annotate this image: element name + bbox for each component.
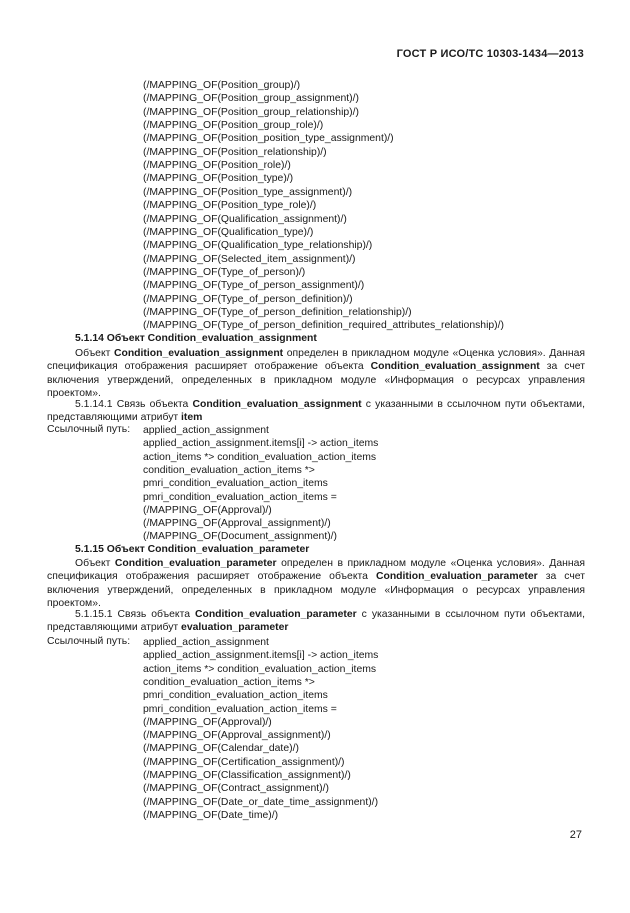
mapping-line: (/MAPPING_OF(Position_type_role)/) [143,200,317,212]
mapping-line: (/MAPPING_OF(Type_of_person_assignment)/) [143,280,365,292]
mapping-line: (/MAPPING_OF(Qualification_type)/) [143,226,314,238]
mapping-line: applied_action_assignment.items[i] -> action_items [143,650,379,662]
mapping-line: (/MAPPING_OF(Qualification_type_relationship)/) [143,240,373,252]
paragraph-5-1-15-description: Объект Condition_evaluation_parameter определен в прикладном модуле «Оценка условия». Данная спецификация отображения расширяет отображение объекта Condition_evaluation_parameter за счет включения утверждений, определенных в прикладном модуле «Информация о ресурсах управления проектом». [47,558,585,609]
paragraph-5-1-14-1: 5.1.14.1 Связь объекта Condition_evaluation_assignment с указанными в ссылочном пути объектами, представляющими атрибут item [47,399,585,424]
mapping-line: (/MAPPING_OF(Position_group_assignment)/) [143,93,359,105]
section-heading-5-1-14: 5.1.14 Объект Condition_evaluation_assignment [75,333,317,344]
mapping-line: pmri_condition_evaluation_action_items [143,690,328,702]
mapping-line: (/MAPPING_OF(Contract_assignment)/) [143,783,329,795]
paragraph-5-1-14-description: Объект Condition_evaluation_assignment определен в прикладном модуле «Оценка условия». Данная спецификация отображения расширяет отображение объекта Condition_evaluation_assignment за счет включения утверждений, определенных в прикладном модуле «Информация о ресурсах управления проектом». [47,348,585,399]
mapping-line: (/MAPPING_OF(Approval)/) [143,716,272,728]
mapping-line: (/MAPPING_OF(Date_or_date_time_assignment)/) [143,796,379,808]
mapping-line: pmri_condition_evaluation_action_items = [143,491,337,503]
mapping-line: (/MAPPING_OF(Position_group_role)/) [143,120,324,132]
mapping-line: (/MAPPING_OF(Approval_assignment)/) [143,518,331,530]
mapping-line: action_items *> condition_evaluation_action_items [143,451,377,463]
mapping-line: (/MAPPING_OF(Type_of_person_definition_required_attributes_relationship)/) [143,320,504,332]
section-heading-5-1-15: 5.1.15 Объект Condition_evaluation_parameter [75,544,310,555]
mapping-line: (/MAPPING_OF(Position_group_relationship)/) [143,106,359,118]
mapping-line: (/MAPPING_OF(Selected_item_assignment)/) [143,253,356,265]
mapping-line: (/MAPPING_OF(Position_role)/) [143,160,291,172]
page-number: 27 [569,829,582,841]
mapping-line: (/MAPPING_OF(Position_position_type_assignment)/) [143,133,394,145]
mapping-line: (/MAPPING_OF(Qualification_assignment)/) [143,213,347,225]
mapping-line: (/MAPPING_OF(Document_assignment)/) [143,531,338,543]
reference-path-label: Ссылочный путь: [47,424,131,435]
mapping-line: condition_evaluation_action_items *> [143,464,315,476]
mapping-line: applied_action_assignment [143,425,269,436]
mapping-line: (/MAPPING_OF(Position_type_assignment)/) [143,186,353,198]
mapping-line: condition_evaluation_action_items *> [143,676,315,688]
mapping-line: action_items *> condition_evaluation_action_items [143,663,377,675]
mapping-line: (/MAPPING_OF(Certification_assignment)/) [143,756,345,768]
mapping-line: (/MAPPING_OF(Position_type)/) [143,173,294,185]
mapping-line: (/MAPPING_OF(Approval)/) [143,504,272,516]
mapping-line: applied_action_assignment.items[i] -> action_items [143,438,379,450]
mapping-line: (/MAPPING_OF(Date_time)/) [143,809,279,821]
mapping-line: pmri_condition_evaluation_action_items [143,478,328,490]
document-header: ГОСТ Р ИСО/ТС 10303-1434—2013 [396,48,584,60]
mapping-line: (/MAPPING_OF(Type_of_person_definition)/) [143,293,353,305]
paragraph-5-1-15-1: 5.1.15.1 Связь объекта Condition_evaluation_parameter с указанными в ссылочном пути объектами, представляющими атрибут evaluation_parameter [47,609,585,634]
mapping-line: (/MAPPING_OF(Type_of_person_definition_relationship)/) [143,306,412,318]
mapping-line: (/MAPPING_OF(Position_relationship)/) [143,146,327,158]
reference-path-label: Ссылочный путь: [47,636,131,647]
mapping-line: (/MAPPING_OF(Type_of_person)/) [143,266,306,278]
mapping-line: (/MAPPING_OF(Approval_assignment)/) [143,730,331,742]
mapping-line: (/MAPPING_OF(Position_group)/) [143,80,301,91]
mapping-line: (/MAPPING_OF(Calendar_date)/) [143,743,299,755]
mapping-line: pmri_condition_evaluation_action_items = [143,703,337,715]
mapping-line: applied_action_assignment [143,637,269,648]
mapping-line: (/MAPPING_OF(Classification_assignment)/) [143,770,351,781]
